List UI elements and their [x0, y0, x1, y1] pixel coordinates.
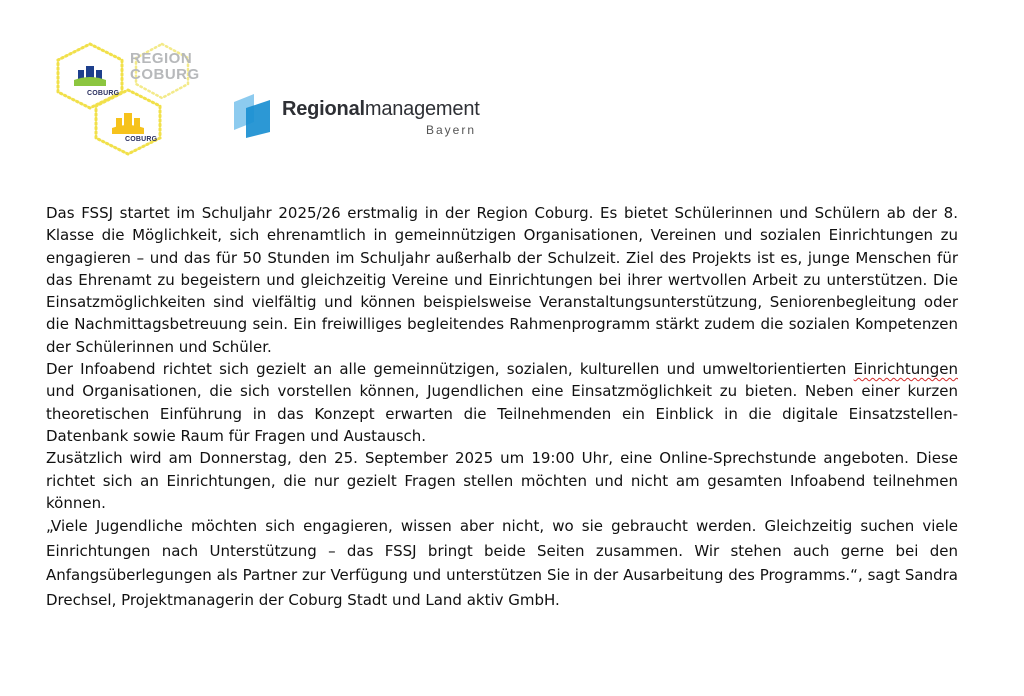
region-coburg-wordmark: [130, 51, 200, 83]
wordmark-bold: Regional: [282, 98, 365, 120]
paragraph-infoabend: [46, 358, 958, 447]
press-release-text: [46, 202, 958, 612]
regionalmanagement-bayern-logo: [232, 92, 492, 140]
wordmark-regular: management: [364, 98, 480, 120]
spellcheck-flagged-word[interactable]: Einrichtungen: [853, 360, 958, 379]
hex-label-coburg-land: COBURG: [87, 90, 120, 97]
regionalmanagement-subtitle: Bayern: [426, 123, 477, 137]
region-coburg-logo: [50, 40, 220, 170]
regionalmanagement-mark-icon: [232, 92, 276, 140]
paragraph-quote: „Viele Jugendliche möchten sich engagieren, wissen aber nicht, wo sie gebraucht werden. Gleichzeitig suchen viele Einrichtungen nach Unterstützung – das FSSJ bringt beide Seiten zusammen. Wir stehen auch gerne bei den Anfangsüberlegungen als Partner zur Verfügung und unterstützen Sie in der Ausarbeitung des Programms.“, sagt Sandra Drechsel, Projektmanagerin der Coburg Stadt und Land aktiv GmbH.: [46, 517, 958, 609]
coburg-line: COBURG: [130, 66, 200, 83]
paragraph-infoabend-end: und Organisationen, die sich vorstellen können, Jugendlichen eine Einsatzmöglichkeit zu bieten. Neben einer kurzen theoretischen Einführung in das Konzept erwarten die Teilnehmenden ein Einblick in die digitale Einsatzstellen-Datenbank sowie Raum für Fragen und Austausch.: [46, 382, 958, 445]
paragraph-intro: Das FSSJ startet im Schuljahr 2025/26 erstmalig in der Region Coburg. Es bietet Schülerinnen und Schülern ab der 8. Klasse die Möglichkeit, sich ehrenamtlich in gemeinnützigen Organisationen, Vereinen und sozialen Einrichtungen zu engagieren – und das für 50 Stunden im Schuljahr außerhalb der Schulzeit. Ziel des Projekts ist es, junge Menschen für das Ehrenamt zu begeistern und gleichzeitig Vereine und Einrichtungen bei ihrer wertvollen Arbeit zu unterstützen. Die Einsatzmöglichkeiten sind vielfältig und können beispielsweise Veranstaltungsunterstützung, Seniorenbegleitung oder die Nachmittagsbetreuung sein. Ein freiwilliges begleitendes Rahmenprogramm stärkt zudem die sozialen Kompetenzen der Schülerinnen und Schüler.: [46, 204, 958, 356]
regionalmanagement-wordmark: [282, 98, 480, 121]
paragraph-sprechstunde: Zusätzlich wird am Donnerstag, den 25. September 2025 um 19:00 Uhr, eine Online-Sprechstunde angeboten. Diese richtet sich an Einrichtungen, die nur gezielt Fragen stellen möchten und nicht am gesamten Infoabend teilnehmen können.: [46, 449, 958, 512]
region-line: REGION: [130, 50, 193, 67]
hex-label-coburg-stadt: COBURG: [125, 136, 158, 143]
paragraph-infoabend-start: Der Infoabend richtet sich gezielt an alle gemeinnützigen, sozialen, kulturellen und umweltorientierten: [46, 360, 854, 379]
